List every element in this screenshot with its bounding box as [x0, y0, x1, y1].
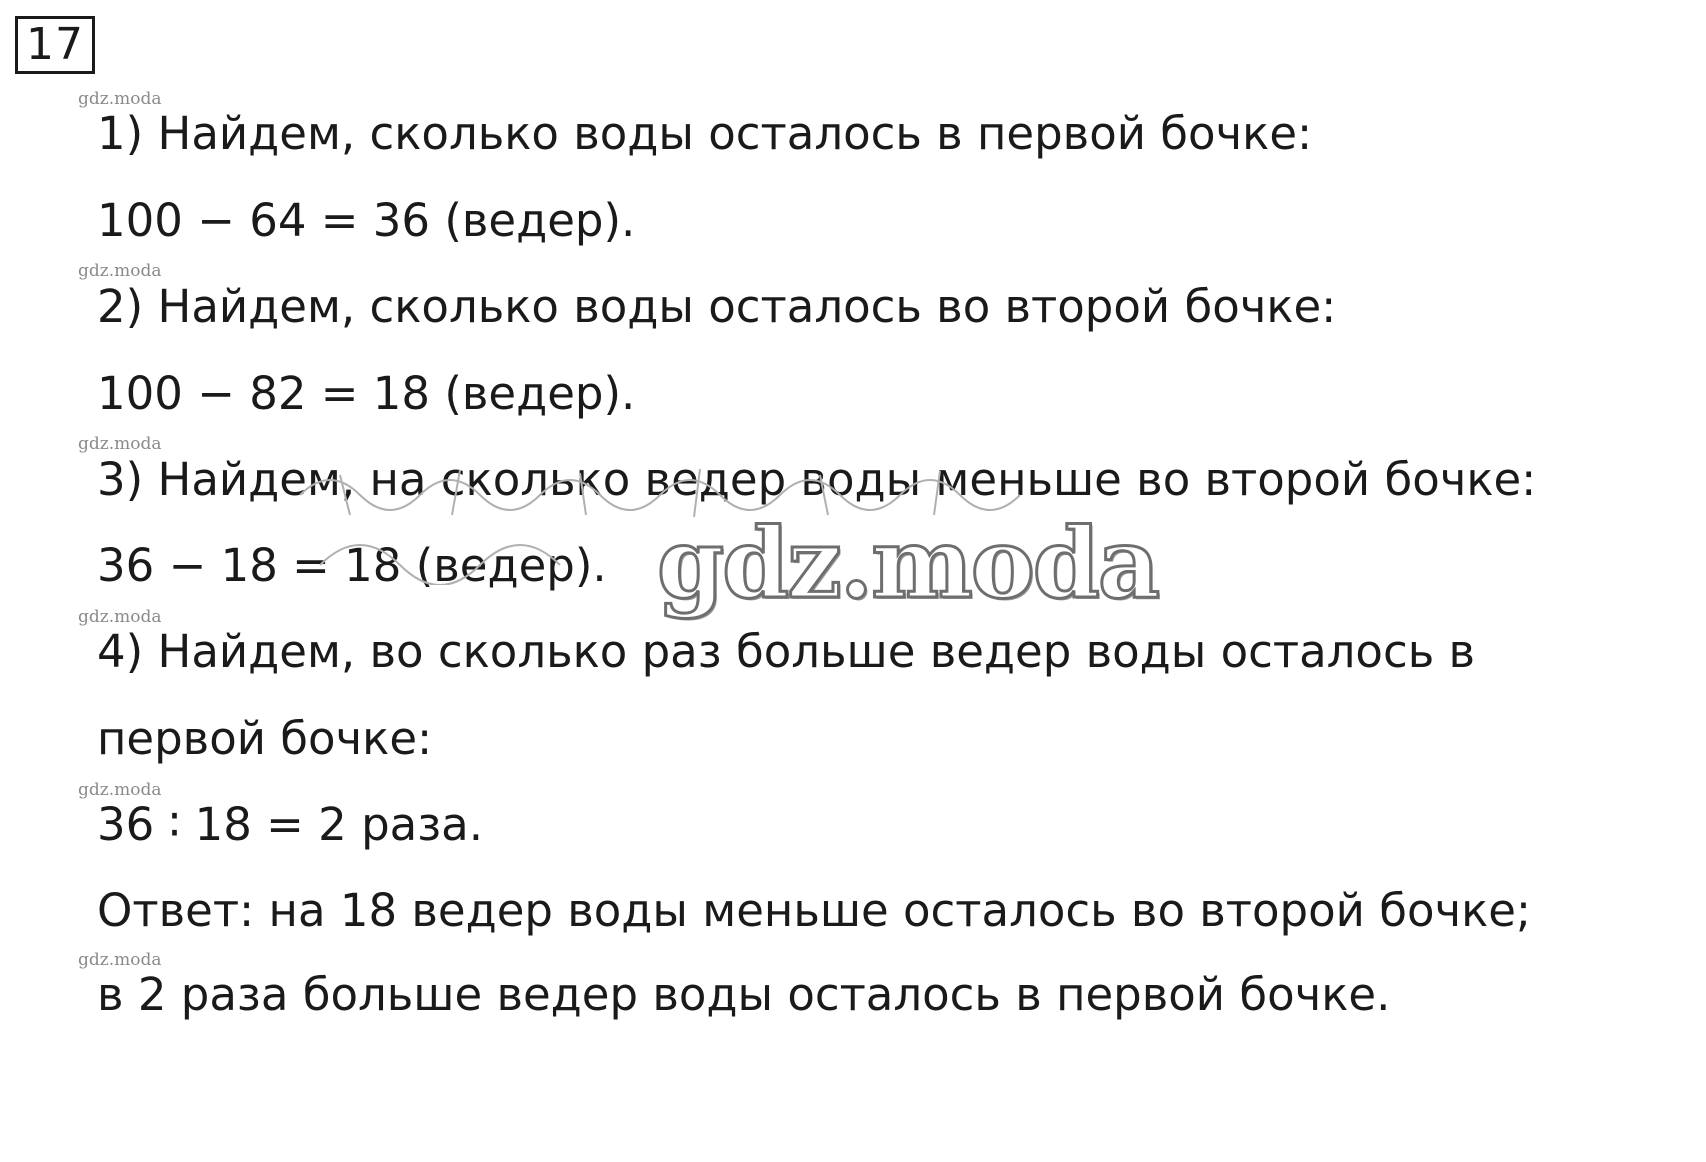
- watermark-logo: gdz.moda: [657, 507, 1159, 620]
- watermark-small: gdz.moda: [78, 89, 162, 109]
- watermark-small: gdz.moda: [78, 607, 162, 627]
- watermark-small: gdz.moda: [78, 950, 162, 970]
- watermark-small: gdz.moda: [78, 261, 162, 281]
- step3-text: 3) Найдем, на сколько ведер воды меньше во второй бочке:: [97, 453, 1537, 506]
- step3-calc: 36 − 18 = 18 (ведер).: [97, 539, 607, 592]
- step4-text-line1: 4) Найдем, во сколько раз больше ведер воды осталось в: [97, 625, 1476, 678]
- step1-text: 1) Найдем, сколько воды осталось в первой бочке:: [97, 107, 1313, 160]
- watermark-small: gdz.moda: [78, 434, 162, 454]
- step1-calc: 100 − 64 = 36 (ведер).: [97, 194, 636, 247]
- step4-calc: 36 ∶ 18 = 2 раза.: [97, 798, 484, 851]
- task-number-box: 17: [15, 16, 95, 74]
- answer-line2: в 2 раза больше ведер воды осталось в первой бочке.: [97, 968, 1391, 1021]
- watermark-small: gdz.moda: [78, 780, 162, 800]
- step4-text-line2: первой бочке:: [97, 712, 433, 765]
- answer-line1: Ответ: на 18 ведер воды меньше осталось во второй бочке;: [97, 884, 1532, 937]
- step2-text: 2) Найдем, сколько воды осталось во второй бочке:: [97, 280, 1337, 333]
- step2-calc: 100 − 82 = 18 (ведер).: [97, 367, 636, 420]
